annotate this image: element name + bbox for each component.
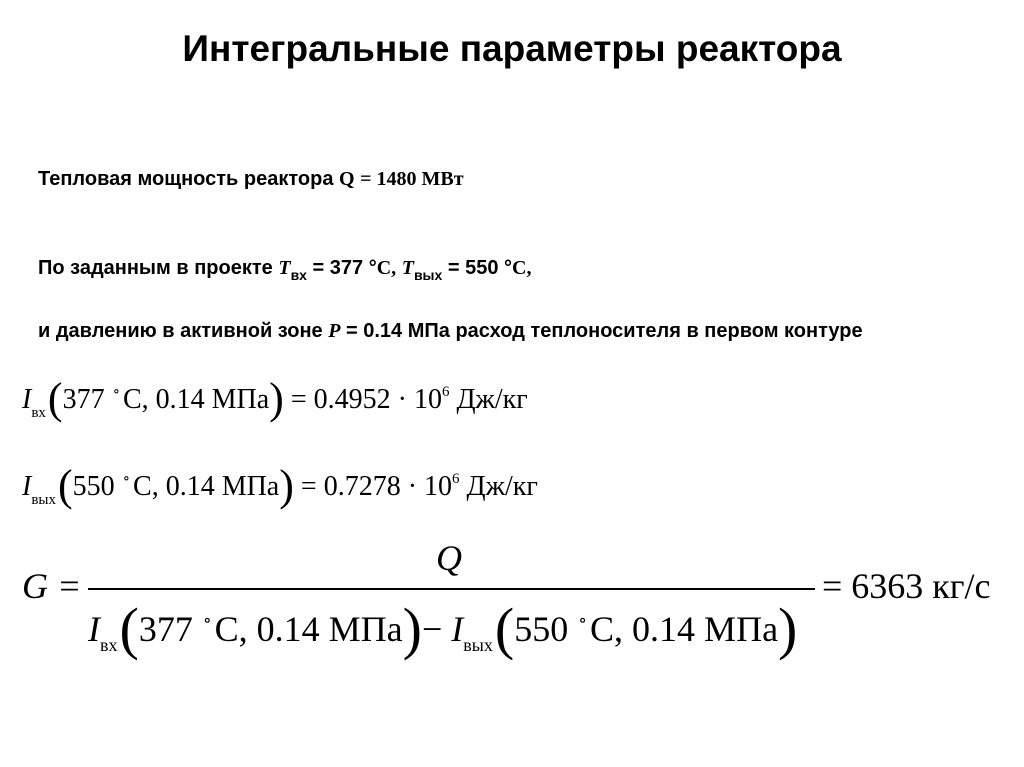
thermal-power-value: = 1480 МВт: [360, 168, 464, 190]
pressure-prefix: и давлению в активной зоне: [38, 320, 323, 342]
enthalpy-out-temp: 550: [72, 471, 115, 502]
t-in-symbol: T: [278, 257, 291, 279]
enthalpy-out-equation: [22, 459, 538, 510]
flow-denominator: [88, 593, 798, 661]
enthalpy-in-temp: 377: [62, 384, 105, 415]
flow-lhs: [22, 568, 81, 604]
denom-out-subscript: вых: [463, 635, 493, 655]
open-paren: (: [47, 374, 63, 423]
flow-lhs-text: G =: [22, 566, 82, 606]
enthalpy-in-symbol: I: [22, 384, 32, 415]
enthalpy-out-subscript: вых: [31, 492, 56, 508]
pressure-line: [38, 320, 863, 343]
close-paren: ): [778, 596, 798, 661]
denom-in-symbol: I: [88, 609, 100, 649]
denom-in-subscript: вх: [100, 635, 118, 655]
pressure-symbol: P: [328, 320, 341, 342]
close-paren: ): [279, 461, 294, 510]
flow-result-text: = 6363 кг/с: [822, 566, 991, 606]
pressure-value: = 0.14: [346, 320, 403, 342]
close-paren: ): [402, 596, 422, 661]
flow-numerator: [436, 540, 462, 576]
enthalpy-out-unit: Дж/кг: [466, 471, 538, 502]
flow-numerator-symbol: Q: [436, 538, 462, 578]
enthalpy-out-rhs: = 0.7278 · 10: [300, 471, 453, 502]
denom-in-args: C, 0.14 МПа: [214, 609, 403, 649]
t-out-symbol: T: [401, 257, 414, 279]
t-in-unit: C,: [376, 257, 397, 279]
enthalpy-in-equation: [22, 372, 528, 423]
enthalpy-in-args: C, 0.14 МПа: [122, 384, 270, 415]
t-out-unit: C,: [512, 257, 532, 279]
open-paren: (: [119, 596, 139, 661]
thermal-power-line: [38, 168, 464, 191]
denom-minus: −: [421, 609, 452, 649]
enthalpy-out-exponent: 6: [452, 471, 460, 487]
degree-symbol: ∘: [202, 610, 212, 630]
flow-result: [822, 568, 991, 604]
denom-out-temp: 550: [514, 609, 569, 649]
degree-symbol: ∘: [112, 384, 120, 400]
enthalpy-in-rhs: = 0.4952 · 10: [290, 384, 442, 415]
temperature-line: [38, 257, 532, 283]
open-paren: (: [58, 461, 73, 510]
open-paren: (: [494, 596, 515, 661]
enthalpy-out-args: C, 0.14 МПа: [133, 471, 280, 502]
denom-out-args: C, 0.14 МПа: [590, 609, 779, 649]
enthalpy-out-symbol: I: [22, 471, 32, 502]
t-in-subscript: вх: [290, 267, 307, 283]
thermal-power-label: Тепловая мощность реактора: [38, 168, 334, 190]
thermal-power-symbol: Q: [339, 168, 355, 190]
degree-symbol: ∘: [578, 610, 588, 630]
slide-title: Интегральные параметры реактора: [182, 28, 842, 69]
close-paren: ): [269, 374, 284, 423]
t-out-subscript: вых: [413, 267, 443, 283]
t-out-value: = 550 °: [447, 257, 513, 279]
enthalpy-in-subscript: вх: [31, 405, 46, 421]
degree-symbol: ∘: [122, 471, 131, 487]
enthalpy-in-exponent: 6: [441, 384, 450, 400]
denom-out-symbol: I: [451, 609, 464, 649]
enthalpy-in-unit: Дж/кг: [456, 384, 528, 415]
t-in-value: = 377 °: [312, 257, 377, 279]
pressure-suffix: МПа расход теплоносителя в первом контуре: [407, 320, 863, 342]
fraction-bar: [88, 588, 815, 590]
temperature-prefix: По заданным в проекте: [38, 257, 273, 279]
denom-in-temp: 377: [138, 609, 193, 649]
